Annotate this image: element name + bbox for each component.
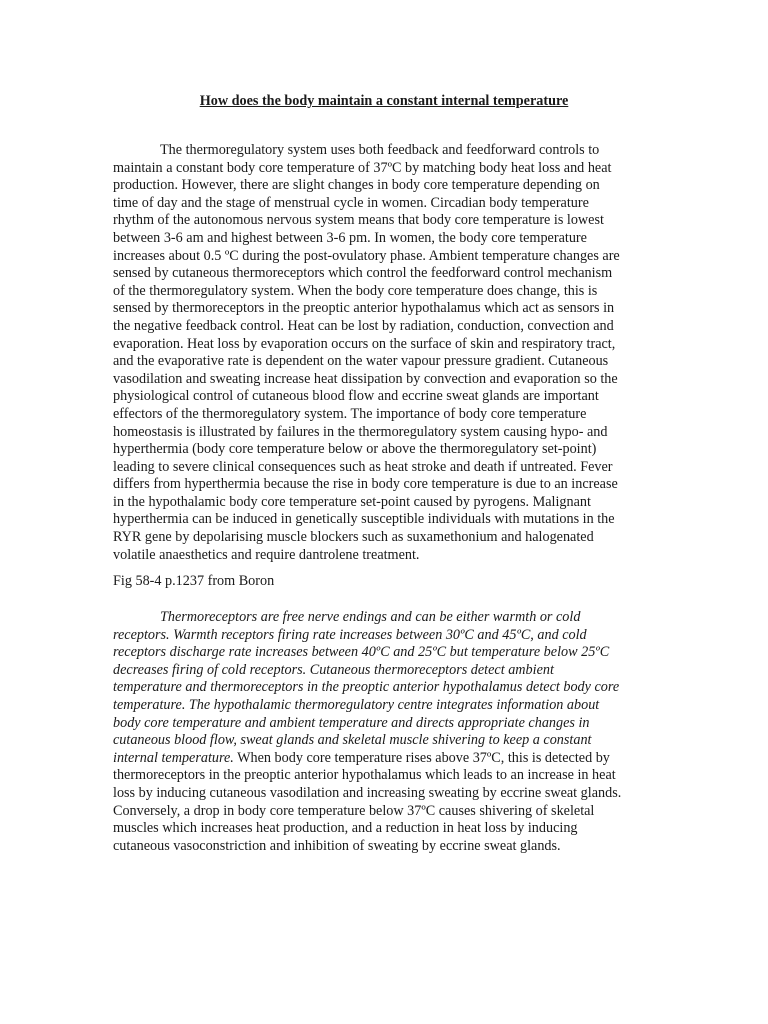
- paragraph1-line: vasodilation and sweating increase heat dissipation by convection and evaporation so the: [113, 370, 618, 387]
- paragraph2-line: [113, 838, 621, 856]
- paragraph2-line: [113, 679, 621, 697]
- regular-text: Conversely, a drop in body core temperature below 37ºC causes shivering of skeletal: [113, 802, 595, 819]
- figure-caption-text: Fig 58-4 p.1237 from Boron: [113, 573, 275, 589]
- italic-text: body core temperature and ambient temperature and directs appropriate changes in: [113, 714, 590, 731]
- paragraph1-line: sensed by thermoreceptors in the preoptic anterior hypothalamus which act as sensors in: [113, 300, 615, 317]
- figure-caption: [113, 573, 274, 591]
- paragraph2-line: [113, 767, 621, 785]
- paragraph2-line: [113, 750, 621, 768]
- italic-text: internal temperature.: [113, 749, 234, 766]
- paragraph2-line: [113, 697, 621, 715]
- italic-text: receptors discharge rate increases between 40ºC and 25ºC but temperature below 25ºC: [113, 644, 610, 661]
- paragraph-thermoreceptors: [113, 609, 621, 855]
- italic-text: receptors. Warmth receptors firing rate increases between 30ºC and 45ºC, and cold: [113, 626, 587, 643]
- paragraph1-line: rhythm of the autonomous nervous system means that body core temperature is lowest: [113, 212, 604, 229]
- paragraph1-line: of the thermoregulatory system. When the body core temperature does change, this is: [113, 282, 598, 299]
- paragraph2-line: [113, 785, 621, 803]
- paragraph1-line: differs from hyperthermia because the rise in body core temperature is due to an increase: [113, 476, 618, 493]
- italic-text: Thermoreceptors are free nerve endings and can be either warmth or cold: [160, 609, 581, 625]
- italic-text: cutaneous blood flow, sweat glands and skeletal muscle shivering to keep a constant: [113, 732, 592, 749]
- paragraph1-line: hyperthermia can be induced in genetically susceptible individuals with mutations in the: [113, 511, 615, 528]
- paragraph1-line: hyperthermia (body core temperature below or above the thermoregulatory set-point): [113, 441, 597, 458]
- paragraph1-line: effectors of the thermoregulatory system. The importance of body core temperature: [113, 405, 587, 422]
- paragraph1-line: homeostasis is illustrated by failures in the thermoregulatory system causing hypo- and: [113, 423, 608, 440]
- paragraph1-line: and the evaporative rate is dependent on the water vapour pressure gradient. Cutaneous: [113, 353, 609, 370]
- paragraph1-line: maintain a constant body core temperature of 37ºC by matching body heat loss and heat: [113, 159, 612, 176]
- paragraph1-line: between 3-6 am and highest between 3-6 pm. In women, the body core temperature: [113, 229, 587, 246]
- paragraph1-line: increases about 0.5 ºC during the post-ovulatory phase. Ambient temperature changes are: [113, 247, 620, 264]
- paragraph1-line: production. However, there are slight changes in body core temperature depending on: [113, 177, 600, 194]
- paragraph1-line: the negative feedback control. Heat can be lost by radiation, conduction, convection and: [113, 317, 614, 334]
- paragraph2-line: [113, 803, 621, 821]
- paragraph1-line: volatile anaesthetics and require dantrolene treatment.: [113, 546, 420, 563]
- paragraph2-line: [113, 662, 621, 680]
- paragraph2-line: [113, 820, 621, 838]
- paragraph1-line: in the hypothalamic body core temperature set-point caused by pyrogens. Malignant: [113, 493, 591, 510]
- document-title: How does the body maintain a constant internal temperature: [199, 93, 569, 109]
- regular-text: loss by inducing cutaneous vasodilation and increasing sweating by eccrine sweat glands.: [113, 784, 622, 801]
- paragraph2-line: [113, 644, 621, 662]
- paragraph1-line: evaporation. Heat loss by evaporation occurs on the surface of skin and respiratory tract,: [113, 335, 616, 352]
- paragraph1-line: leading to severe clinical consequences such as heat stroke and death if untreated. Fever: [113, 458, 613, 475]
- italic-text: temperature. The hypothalamic thermoregulatory centre integrates information about: [113, 696, 600, 713]
- paragraph1-line: sensed by cutaneous thermoreceptors which control the feedforward control mechanism: [113, 265, 613, 282]
- paragraph2-line: [113, 715, 621, 733]
- paragraph2-line: [113, 732, 621, 750]
- paragraph2-line: [113, 609, 621, 627]
- regular-text: When body core temperature rises above 37ºC, this is detected by: [233, 749, 610, 766]
- italic-text: decreases firing of cold receptors. Cutaneous thermoreceptors detect ambient: [113, 661, 554, 678]
- paragraph1-line: time of day and the stage of menstrual cycle in women. Circadian body temperature: [113, 194, 589, 211]
- regular-text: thermoreceptors in the preoptic anterior hypothalamus which leads to an increase in heat: [113, 767, 616, 784]
- paragraph1-line: physiological control of cutaneous blood flow and eccrine sweat glands are important: [113, 388, 599, 405]
- regular-text: cutaneous vasoconstriction and inhibition of sweating by eccrine sweat glands.: [113, 837, 561, 854]
- regular-text: muscles which increases heat production, and a reduction in heat loss by inducing: [113, 820, 578, 837]
- italic-text: temperature and thermoreceptors in the preoptic anterior hypothalamus detect body core: [113, 679, 620, 696]
- paragraph1-line: The thermoregulatory system uses both feedback and feedforward controls to: [160, 142, 600, 158]
- paragraph-thermoregulation: [113, 142, 620, 564]
- paragraph1-line: RYR gene by depolarising muscle blockers such as suxamethonium and halogenated: [113, 529, 594, 546]
- paragraph2-line: [113, 627, 621, 645]
